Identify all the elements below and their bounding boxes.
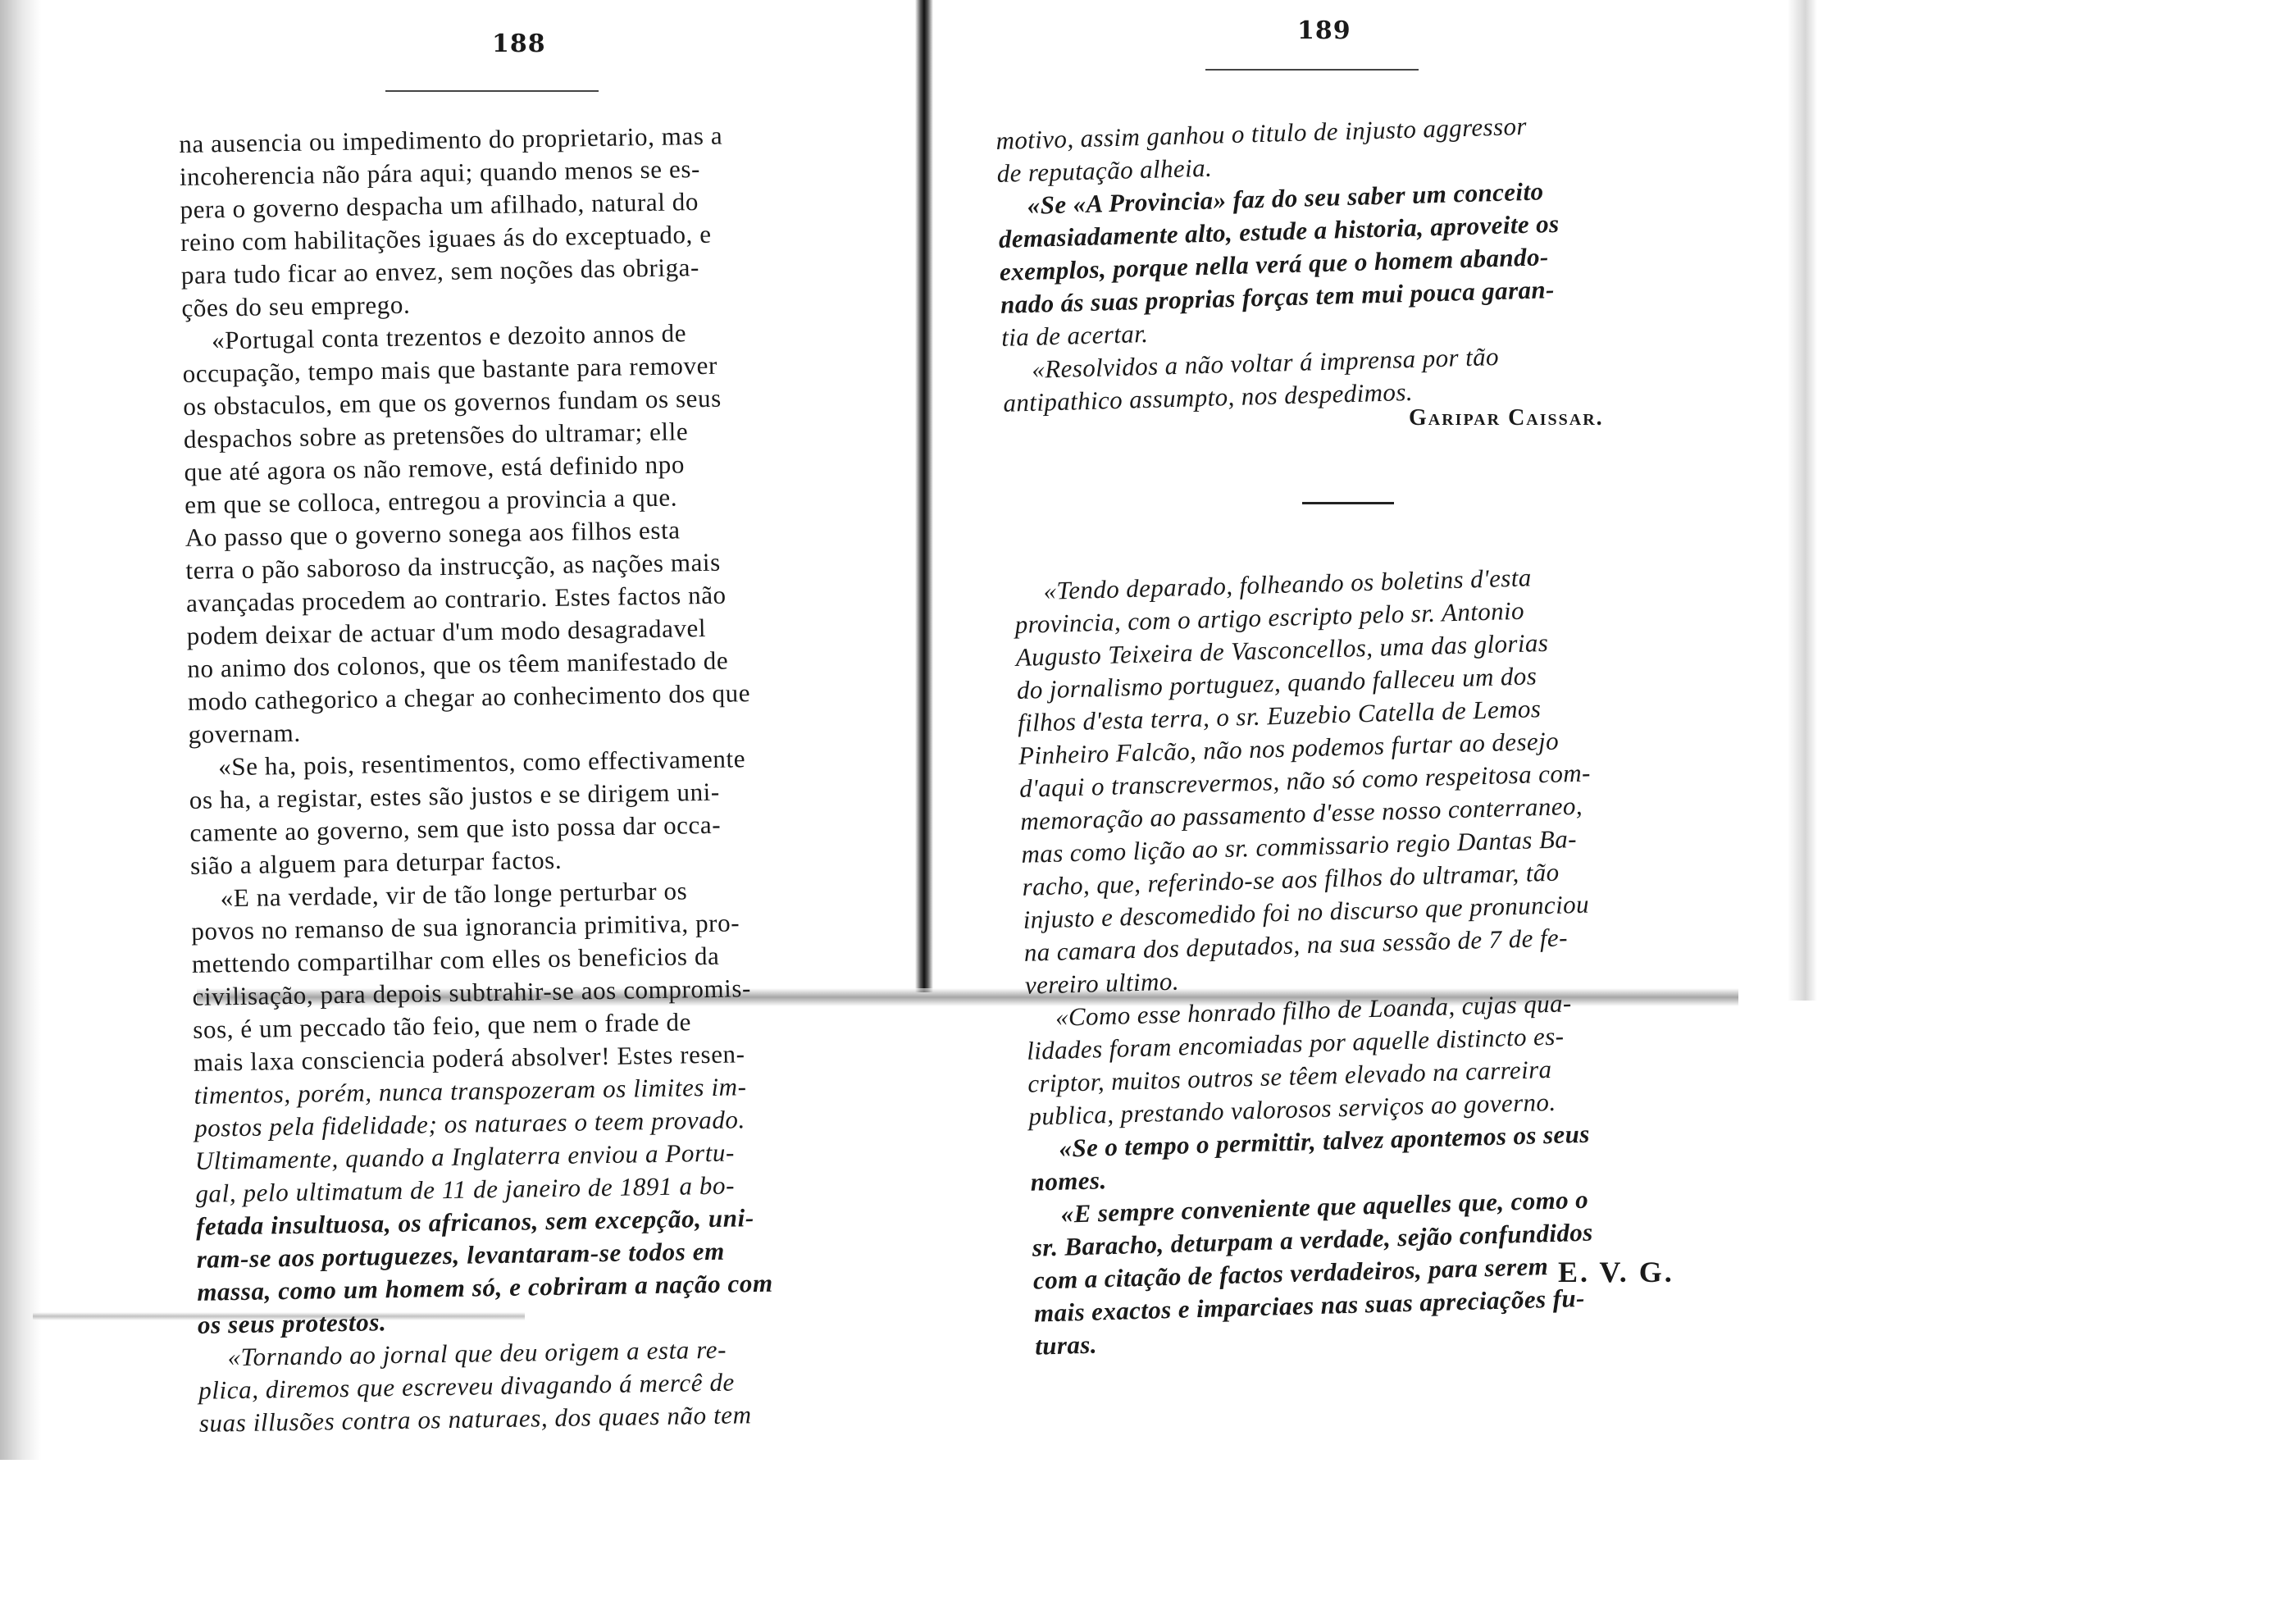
text-line: exemplos, porque nella verá que o homem abando- <box>999 242 1550 286</box>
text-line: «Tendo deparado, folheando os boletins d'esta <box>1043 563 1533 605</box>
left-header-rule <box>385 90 599 92</box>
right-page-text-bottom <box>1014 560 1606 1363</box>
text-line: gal, pelo ultimatum de 11 de janeiro de 1891 a bo- <box>195 1170 736 1208</box>
text-line: d'aqui o transcrevermos, não só como respeitosa com- <box>1018 758 1592 803</box>
text-line: na ausencia ou impedimento do proprietario, mas a <box>179 121 723 158</box>
text-line: «E na verdade, vir de tão longe perturbar os <box>220 876 688 913</box>
text-line: tia de acertar. <box>1000 318 1149 352</box>
text-line: memoração ao passamento d'esse nosso conterraneo, <box>1019 791 1583 836</box>
text-line: com a citação de factos verdadeiros, para serem <box>1032 1252 1549 1295</box>
text-line: Ao passo que o governo sonega aos filhos esta <box>184 515 681 552</box>
book-gutter <box>915 0 933 992</box>
text-line: mas como lição ao sr. commissario regio Dantas Ba- <box>1020 823 1578 869</box>
text-line: avançadas procedem ao contrario. Estes factos não <box>185 580 727 618</box>
signature-garipar-caissar: Garipar Caissar. <box>1409 405 1604 431</box>
text-line: criptor, muitos outros se têem elevado na carreira <box>1027 1054 1552 1098</box>
text-line: plica, diremos que escreveu divagando á mercê de <box>198 1367 736 1405</box>
text-line: os ha, a registar, estes são justos e se dirigem uni- <box>189 777 721 814</box>
text-line: governam. <box>188 718 301 749</box>
text-line: sião a alguem para deturpar factos. <box>189 845 563 880</box>
text-line: em que se colloca, entregou a provincia a que. <box>184 482 678 519</box>
text-line: occupação, tempo mais que bastante para remover <box>182 350 718 388</box>
text-line: sr. Baracho, deturpam a verdade, sejão confundidos <box>1032 1217 1594 1262</box>
text-line: provincia, com o artigo escripto pelo sr. Antonio <box>1014 595 1525 639</box>
right-page-text-top <box>995 109 1565 420</box>
text-line: «Resolvidos a não voltar á imprensa por tão <box>1031 341 1500 384</box>
text-line: despachos sobre as pretensões do ultramar; elle <box>183 417 689 454</box>
text-line: povos no remanso de sua ignorancia primitiva, pro- <box>191 908 740 946</box>
text-line: civilisação, para depois subtrahir-se aos compromis- <box>192 973 752 1011</box>
text-line: ções do seu emprego. <box>181 290 411 322</box>
text-line: que até agora os não remove, está definido npo <box>184 449 686 486</box>
text-line: mais laxa consciencia poderá absolver! Estes resen- <box>193 1039 745 1077</box>
text-line: «Se «A Provincia» faz do seu saber um conceito <box>1027 176 1544 220</box>
text-line: pera o governo despacha um afilhado, natural do <box>180 187 699 224</box>
text-line: postos pela fidelidade; os naturaes o teem provado. <box>194 1105 746 1142</box>
right-page-number: 189 <box>1297 16 1351 45</box>
text-line: suas illusões contra os naturaes, dos quaes não tem <box>198 1400 752 1438</box>
left-page-number: 188 <box>492 30 546 58</box>
text-line: lidades foram encomiadas por aquelle distincto es- <box>1026 1021 1565 1065</box>
text-line: Ultimamente, quando a Inglaterra enviou a Portu- <box>194 1138 736 1175</box>
left-page-text <box>179 119 775 1440</box>
text-line: terra o pão saboroso da instrucção, as nações mais <box>185 547 722 585</box>
signature-evg: E. V. G. <box>1558 1256 1674 1288</box>
text-line: «Tornando ao jornal que deu origem a esta re- <box>227 1334 727 1372</box>
right-page-edge <box>1788 0 1817 1001</box>
text-line: na camara dos deputados, na sua sessão de 7 de fe- <box>1023 923 1569 967</box>
text-line: «Se o tempo o permittir, talvez apontemos os seus <box>1059 1119 1591 1163</box>
text-line: de reputação alheia. <box>996 153 1213 188</box>
text-line: massa, como um homem só, e cobriram a nação com <box>197 1268 773 1306</box>
text-line: motivo, assim ganhou o titulo de injusto aggressor <box>995 111 1528 155</box>
text-line: racho, que, referindo-se aos filhos do ultramar, tão <box>1022 857 1560 901</box>
text-line: reino com habilitações iguaes ás do exceptuado, e <box>180 219 712 257</box>
text-line: «Se ha, pois, resentimentos, como effectivamente <box>217 744 746 782</box>
text-line: «Portugal conta trezentos e dezoito annos de <box>211 318 687 355</box>
text-line: os seus protestos. <box>197 1307 387 1339</box>
text-line: publica, prestando valorosos serviços ao governo. <box>1027 1087 1556 1131</box>
text-line: antipathico assumpto, nos despedimos. <box>1002 376 1414 417</box>
text-line: nomes. <box>1030 1165 1107 1197</box>
right-header-rule <box>1205 69 1419 71</box>
left-page-edge <box>0 0 41 1460</box>
text-line: mettendo compartilhar com elles os beneficios da <box>191 941 720 978</box>
text-line: do jornalismo portuguez, quando falleceu um dos <box>1016 661 1538 704</box>
text-line: para tudo ficar ao envez, sem noções das obriga- <box>180 253 700 290</box>
text-line: os obstaculos, em que os governos fundam os seus <box>183 383 722 421</box>
text-line: incoherencia não pára aqui; quando menos se es- <box>179 154 701 191</box>
text-line: injusto e descomedido foi no discurso que pronunciou <box>1023 889 1590 934</box>
text-line: modo cathegorico a chegar ao conhecimento dos que <box>187 678 751 716</box>
text-line: turas. <box>1034 1329 1098 1361</box>
text-line: demasiadamente alto, estude a historia, aproveite os <box>998 208 1560 253</box>
text-line: filhos d'esta terra, o sr. Euzebio Catella de Lemos <box>1017 694 1542 737</box>
text-line: Augusto Teixeira de Vasconcellos, uma das glorias <box>1015 627 1549 672</box>
text-line: podem deixar de actuar d'um modo desagradavel <box>186 613 707 650</box>
section-separator <box>1302 502 1394 504</box>
text-line: fetada insultuosa, os africanos, sem excepção, uni- <box>195 1203 754 1241</box>
text-line: vereiro ultimo. <box>1024 966 1180 1000</box>
text-line: sos, é um peccado tão feio, que nem o frade de <box>192 1007 692 1044</box>
text-line: no animo dos colonos, que os têem manifestado de <box>187 645 729 683</box>
text-line: mais exactos e imparciaes nas suas apreciações fu- <box>1033 1283 1586 1328</box>
text-line: timentos, porém, nunca transpozeram os limites im- <box>194 1072 747 1110</box>
text-line: Pinheiro Falcão, não nos podemos furtar ao desejo <box>1018 726 1560 770</box>
text-line: ram-se aos portuguezes, levantaram-se todos em <box>196 1236 726 1274</box>
text-line: nado ás suas proprias forças tem mui pouca garan- <box>1000 275 1556 319</box>
text-line: «Como esse honrado filho de Loanda, cujas qua- <box>1055 988 1573 1032</box>
text-line: «E sempre conveniente que aquelles que, como o <box>1060 1184 1589 1229</box>
text-line: camente ao governo, sem que isto possa dar occa- <box>189 809 722 847</box>
